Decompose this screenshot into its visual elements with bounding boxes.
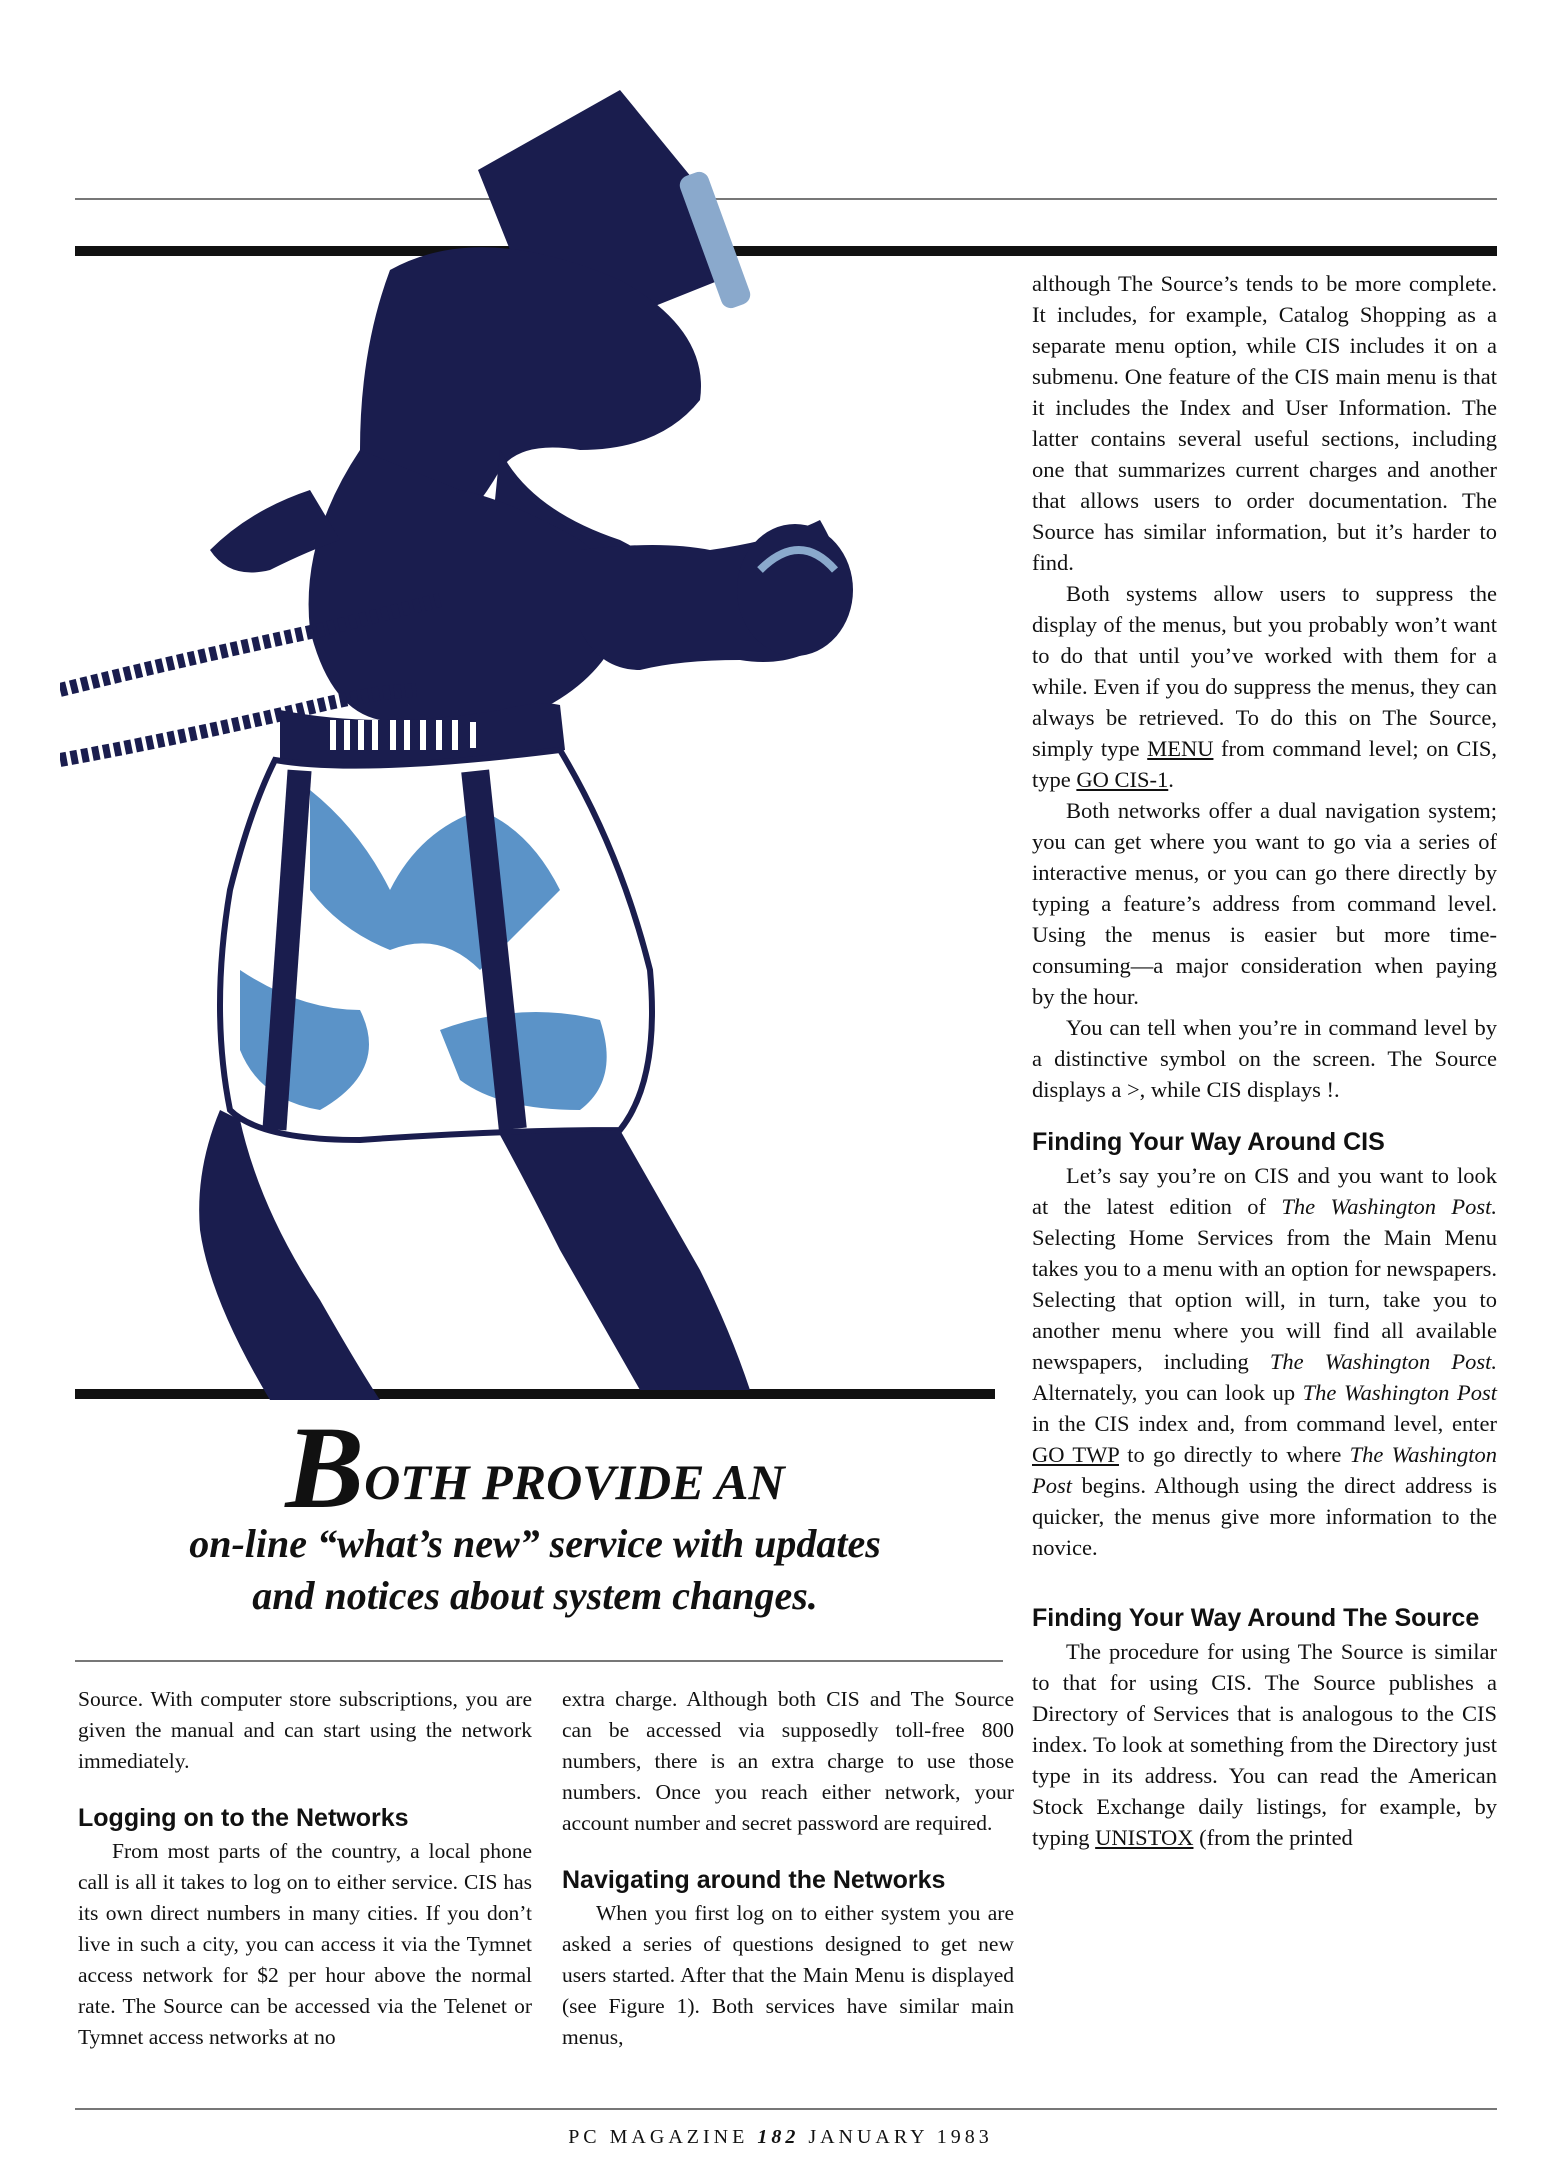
bottom-rule <box>75 2108 1497 2110</box>
boxing-telephone-illustration <box>60 70 1000 1400</box>
paragraph: From most parts of the country, a local phone call is all it takes to log on to either service. CIS has its own direct numbers in many cities. If you don’t live in such a city, you can access it via the Tymnet access network for $2 per hour above the normal rate. The Source can be accessed via the Telenet or Tymnet access networks at no <box>78 1839 532 2049</box>
paragraph: although The Source’s tends to be more complete. It includes, for example, Catalog Shopping as a separate menu option, while CIS includes it on a submenu. One feature of the CIS main menu is that it includes the Index and User Information. The latter contains several useful sections, including one that summarizes current charges and another that allows users to order documentation. The Source has similar information, but it’s harder to find. <box>1032 271 1497 575</box>
command-unistox: UNISTOX <box>1095 1825 1194 1850</box>
footer-date: JANUARY 1983 <box>808 2126 993 2148</box>
paragraph: Let’s say you’re on CIS and you want to look at the latest edition of The Washington Post. Selecting Home Services from the Main Menu takes you to a menu with an option for newspapers. Selecting that option will, in turn, take you to another menu where you will find all available newspapers, including The Washington Post. Alternately, you can look up The Washington Post in the CIS index and, from command level, enter GO TWP to go directly to where The Washington Post begins. Although using the direct address is quicker, the menus give more information to the novice. <box>1032 1163 1497 1560</box>
footer-magazine: PC MAGAZINE <box>568 2126 749 2148</box>
paragraph: Both systems allow users to suppress the display of the menus, but you probably won’t want to do that until you’ve worked with them for a while. Even if you do suppress the menus, they can always be retrieved. To do this on The Source, simply type MENU from command level; on CIS, type GO CIS-1. <box>1032 581 1498 792</box>
section-heading-cis: Finding Your Way Around CIS <box>1032 1128 1385 1156</box>
page-number: 182 <box>757 2126 800 2148</box>
section-heading-navigating: Navigating around the Networks <box>562 1866 946 1894</box>
paragraph: Both networks offer a dual navigation system; you can get where you want to go via a series of interactive menus, or you can go there directly by typing a feature’s address from command level. Using the menus is easier but more time-consuming—a major consideration when paying by the hour. <box>1032 798 1497 1009</box>
paragraph: Source. With computer store subscriptions, you are given the manual and can start using the network immediately. <box>78 1687 532 1773</box>
section-heading-source: Finding Your Way Around The Source <box>1032 1604 1480 1632</box>
section-heading-logging: Logging on to the Networks <box>78 1804 409 1832</box>
command-go-twp: GO TWP <box>1032 1442 1119 1467</box>
pull-quote-line-2: on-line “what’s new” service with updates <box>189 1521 881 1566</box>
paragraph: The procedure for using The Source is similar to that for using CIS. The Source publishes a Directory of Services that is analogous to the CIS index. To look at something from the Directory just type in its address. You can read the American Stock Exchange daily listings, for example, by typing UNISTOX (from the printed <box>1032 1639 1497 1850</box>
pull-quote <box>60 1402 1010 1622</box>
left-column <box>78 1684 532 2053</box>
page-footer <box>0 2126 1561 2149</box>
paragraph: When you first log on to either system you are asked a series of questions designed to get new users started. After that the Main Menu is displayed (see Figure 1). Both services have similar main menus, <box>562 1901 1014 2049</box>
paragraph: extra charge. Although both CIS and The Source can be accessed via supposedly toll-free 800 numbers, there is an extra charge to use those numbers. Once you reach either network, your account number and secret password are required. <box>562 1687 1014 1835</box>
pull-quote-line-3: and notices about system changes. <box>252 1573 818 1618</box>
command-go-cis: GO CIS-1 <box>1076 767 1169 792</box>
pull-quote-line-1: BOTH PROVIDE AN <box>285 1402 785 1533</box>
drop-cap: B <box>285 1402 365 1533</box>
paragraph: You can tell when you’re in command level by a distinctive symbol on the screen. The Source displays a >, while CIS displays !. <box>1032 1015 1497 1102</box>
right-column <box>1032 268 1497 1853</box>
pullquote-bottom-rule <box>75 1660 1003 1662</box>
middle-column <box>562 1684 1014 2053</box>
command-menu: MENU <box>1147 736 1214 761</box>
